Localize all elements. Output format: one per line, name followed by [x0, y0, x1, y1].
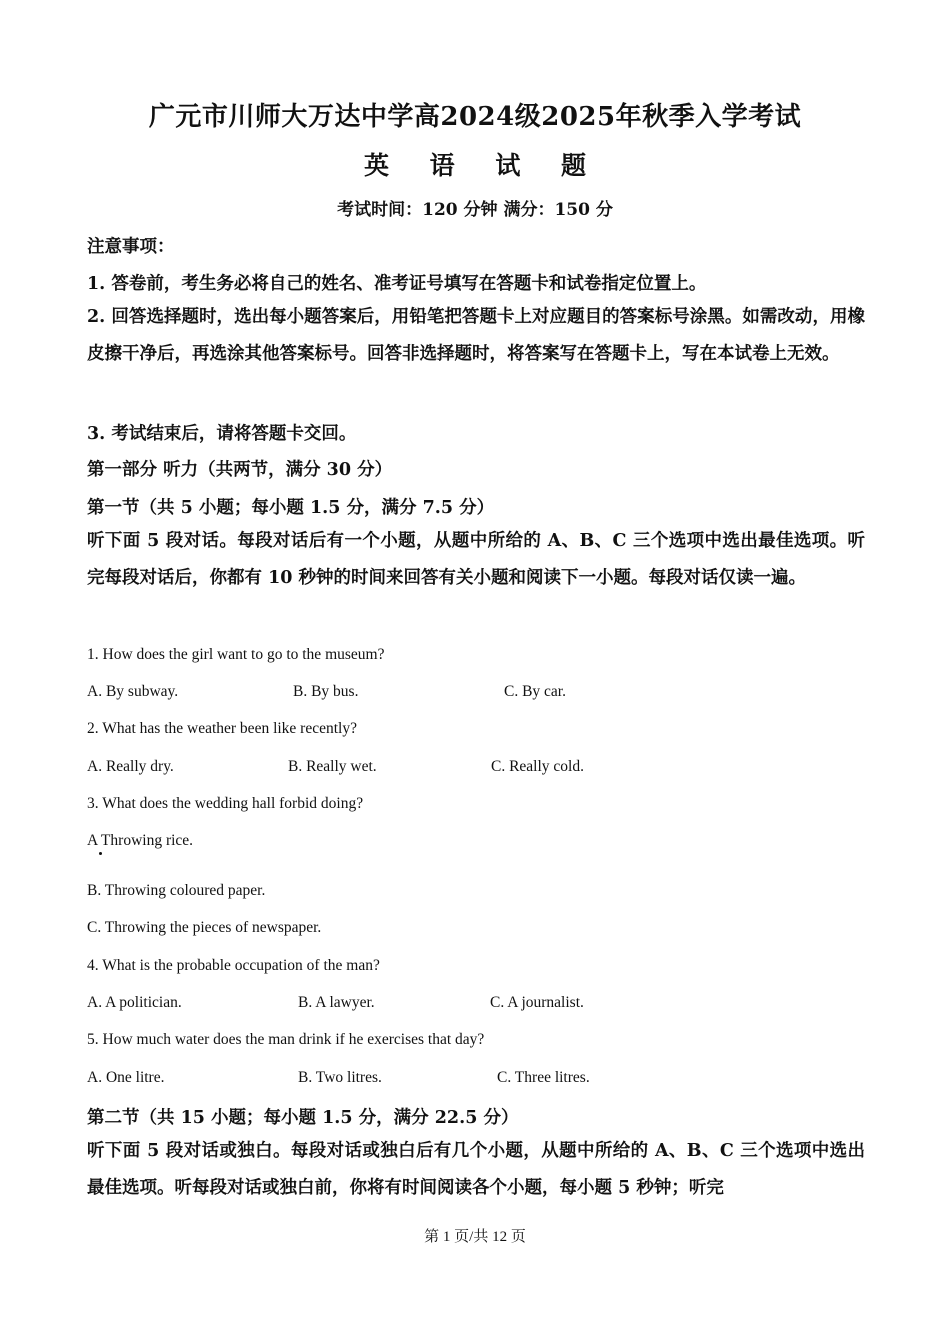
question-4-stem: 4. What is the probable occupation of the man?	[87, 957, 380, 974]
part1-heading: 第一部分 听力（共两节，满分 30 分）	[87, 460, 393, 480]
question-5-option-a: A. One litre.	[87, 1069, 165, 1086]
notes-heading: 注意事项：	[87, 237, 175, 257]
page-number-footer: 第 1 页/共 12 页	[424, 1229, 526, 1245]
question-4-option-c: C. A journalist.	[490, 994, 584, 1011]
exam-title: 广元市川师大万达中学高2024级2025年秋季入学考试	[148, 102, 802, 132]
section1-instructions: 听下面 5 段对话。每段对话后有一个小题，从题中所给的 A、B、C 三个选项中选出最佳选项。听完每段对话后，你都有 10 秒钟的时间来回答有关小题和阅读下一小题。每段对话仅读一遍。	[87, 531, 865, 588]
question-2-stem: 2. What has the weather been like recently?	[87, 720, 357, 737]
question-2-option-b: B. Really wet.	[288, 758, 377, 775]
question-5-stem: 5. How much water does the man drink if he exercises that day?	[87, 1031, 485, 1048]
question-1-option-a: A. By subway.	[87, 683, 179, 700]
section2-instructions: 听下面 5 段对话或独白。每段对话或独白后有几个小题，从题中所给的 A、B、C 三个选项中选出最佳选项。听每段对话或独白前，你将有时间阅读各个小题，每小题 5 秒钟；听完	[87, 1141, 865, 1198]
section2-heading: 第二节（共 15 小题；每小题 1.5 分，满分 22.5 分）	[87, 1108, 519, 1128]
note-item-3: 3. 考试结束后，请将答题卡交回。	[87, 424, 357, 444]
question-3-option-c: C. Throwing the pieces of newspaper.	[87, 919, 322, 936]
question-3-option-b: B. Throwing coloured paper.	[87, 882, 266, 899]
exam-subject: 英 语 试 题	[363, 151, 603, 180]
section1-heading: 第一节（共 5 小题；每小题 1.5 分，满分 7.5 分）	[87, 498, 495, 518]
note-item-2: 2. 回答选择题时，选出每小题答案后，用铅笔把答题卡上对应题目的答案标号涂黑。如需改动，用橡皮擦干净后，再选涂其他答案标号。回答非选择题时，将答案写在答题卡上，写在本试卷上无效。	[87, 307, 865, 364]
question-3-option-a: A Throwing rice.	[87, 832, 194, 849]
question-2-option-a: A. Really dry.	[87, 758, 174, 775]
exam-time-info: 考试时间：120 分钟 满分：150 分	[337, 200, 613, 220]
question-2-option-c: C. Really cold.	[491, 758, 584, 775]
question-1-option-c: C. By car.	[504, 683, 566, 700]
question-1-option-b: B. By bus.	[293, 683, 359, 700]
stray-dot-mark	[99, 852, 102, 855]
question-4-option-a: A. A politician.	[87, 994, 182, 1011]
question-3-stem: 3. What does the wedding hall forbid doing?	[87, 795, 364, 812]
note-item-1: 1. 答卷前，考生务必将自己的姓名、准考证号填写在答题卡和试卷指定位置上。	[87, 274, 707, 294]
question-1-stem: 1. How does the girl want to go to the museum?	[87, 646, 385, 663]
question-5-option-c: C. Three litres.	[497, 1069, 590, 1086]
question-5-option-b: B. Two litres.	[298, 1069, 382, 1086]
question-4-option-b: B. A lawyer.	[298, 994, 375, 1011]
